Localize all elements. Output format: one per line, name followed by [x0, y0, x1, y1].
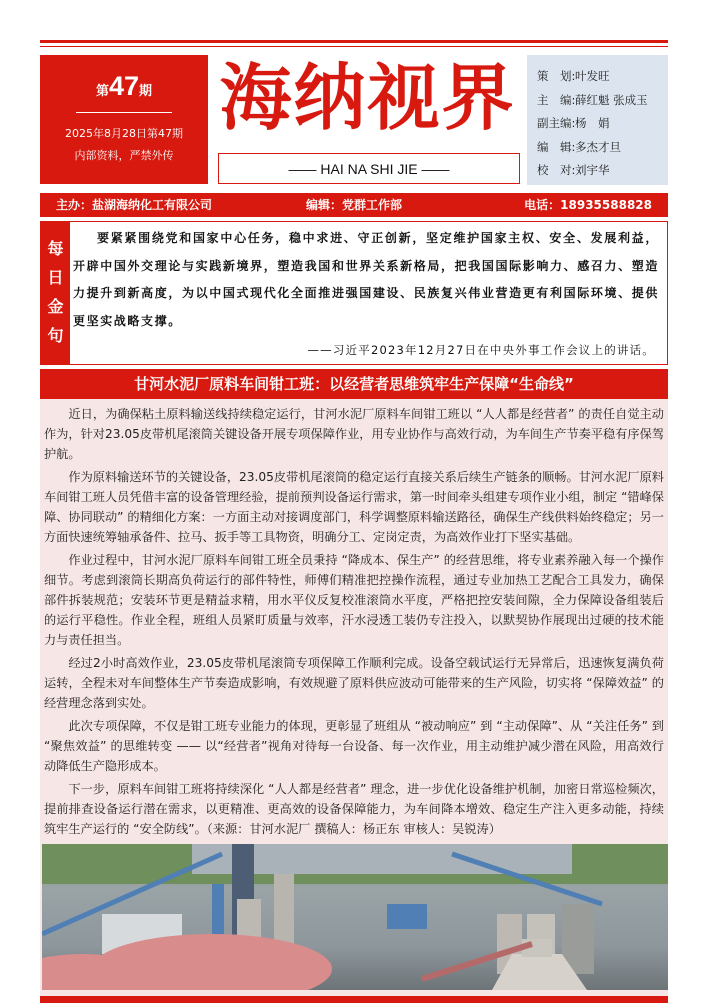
- staff-row: [537, 89, 668, 113]
- top-rule-thin: [40, 46, 668, 47]
- issue-number-value: 47: [108, 71, 140, 101]
- issue-box: [40, 55, 208, 184]
- newspaper-subtitle: —— HAI NA SHI JIE ——: [218, 153, 520, 184]
- daily-quote: [40, 221, 668, 365]
- quote-source: ——习近平2023年12月27日在中央外事工作会议上的讲话。: [307, 343, 655, 357]
- divider: [76, 112, 172, 113]
- staff-role: 主 编:: [537, 92, 576, 107]
- phone: 电话：18935588828: [524, 198, 652, 212]
- paragraph: 经过2小时高效作业，23.05皮带机尾滚筒专项保障工作顺利完成。设备空载试运行无异常后，迅速恢复满负荷运转，全程未对车间整体生产节奏造成影响，有效规避了原料供应波动可能带来的生产风险，切实将 “保障效益” 的经营理念落到实处。: [44, 656, 664, 710]
- paragraph: 近日，为确保粘土原料输送线持续稳定运行，甘河水泥厂原料车间钳工班以 “人人都是经营者” 的责任自觉主动作为，针对23.05皮带机尾滚筒关键设备开展专项保障作业，用专业协作与高效行动，为车间生产节奏平稳有序保驾护航。: [44, 407, 664, 461]
- quote-tag: 每日金句: [41, 222, 70, 364]
- staff-row: [537, 112, 668, 136]
- staff-role: 编 辑:: [537, 139, 576, 154]
- staff-role: 副主编:: [537, 116, 576, 130]
- footer-rule: [40, 996, 668, 1003]
- staff-name: 薛红魁 张成玉: [575, 92, 648, 107]
- staff-name: 叶发旺: [575, 69, 610, 83]
- staff-role: 校 对:: [537, 163, 576, 177]
- newspaper-title: 海纳视界: [219, 56, 516, 140]
- cement-plant-photo: [42, 844, 668, 990]
- staff-role: 策 划:: [537, 69, 576, 83]
- staff-row: [537, 136, 668, 160]
- internal-notice: 内部资料，严禁外传: [74, 149, 174, 162]
- staff-name: 多杰才旦: [575, 139, 621, 154]
- info-bar: [40, 193, 668, 217]
- issue-number: [40, 71, 208, 102]
- staff-name: 刘宇华: [575, 163, 610, 177]
- paragraph: 下一步，原料车间钳工班将持续深化 “人人都是经营者” 理念，进一步优化设备维护机制，加密日常巡检频次，提前排查设备运行潜在需求，以更精准、更高效的设备保障能力，为车间降本增效、稳定生产注入更多动能，持续筑牢生产运行的 “安全防线”。（来源：甘河水泥厂 撰稿人：杨正东 审核人：吴锐涛）: [44, 782, 664, 836]
- plant-illustration: [42, 844, 668, 990]
- staff-panel: [527, 55, 668, 185]
- paragraph: 作为原料输送环节的关键设备，23.05皮带机尾滚筒的稳定运行直接关系后续生产链条的顺畅。甘河水泥厂原料车间钳工班人员凭借丰富的设备管理经验，提前预判设备运行需求，第一时间牵头组建专项作业小组，制定 “错峰保障、协同联动” 的精细化方案：一方面主动对接调度部门，科学调整原料输送路径，确保生产线供料始终稳定；另一方面快速统筹轴承备件、拉马、扳手等工具物资，明确分工、定岗定责，为高效作业打下坚实基础。: [44, 470, 664, 544]
- top-rule: [40, 40, 668, 43]
- quote-text: 要紧紧围绕党和国家中心任务，稳中求进、守正创新，坚定维护国家主权、安全、发展利益，开辟中国外交理论与实践新境界，塑造我国和世界关系新格局，把我国国际影响力、感召力、塑造力提升到新高度，为以中国式现代化全面推进强国建设、民族复兴伟业营造更有利国际环境、提供更坚实战略支撑。: [73, 231, 659, 328]
- editor-dept: 编辑：党群工作部: [306, 198, 403, 212]
- staff-name: 杨 娟: [575, 116, 610, 130]
- article-headline: 甘河水泥厂原料车间钳工班：以经营者思维筑牢生产保障“生命线”: [40, 369, 668, 399]
- sponsor: 主办：盐湖海纳化工有限公司: [56, 198, 213, 212]
- article-body: [40, 399, 668, 1003]
- issue-suffix: 期: [139, 84, 153, 99]
- issue-prefix: 第: [95, 84, 109, 99]
- staff-row: [537, 159, 668, 183]
- paragraph: 此次专项保障，不仅是钳工班专业能力的体现，更彰显了班组从 “被动响应” 到 “主动保障”、从 “关注任务” 到 “聚焦效益” 的思维转变 —— 以“经营者”视角对待每一台设备、每一次作业，用主动维护减少潜在风险，用高效行动降低生产隐形成本。: [44, 719, 664, 773]
- issue-date: 2025年8月28日第47期: [65, 127, 183, 140]
- staff-row: [537, 65, 668, 89]
- paragraph: 作业过程中，甘河水泥厂原料车间钳工班全员秉持 “降成本、保生产” 的经营思维，将专业素养融入每一个操作细节。考虑到滚筒长期高负荷运行的部件特性，师傅们精准把控操作流程，通过专业加热工艺配合工具发力，确保部件拆装规范；安装环节更是精益求精，用水平仪反复校准滚筒水平度，严格把控安装间隙，全力保障设备组装后的运行平稳性。作业全程，班组人员紧盯质量与效率，汗水浸透工装仍专注投入，以默契协作展现出过硬的技术能力与责任担当。: [44, 553, 664, 647]
